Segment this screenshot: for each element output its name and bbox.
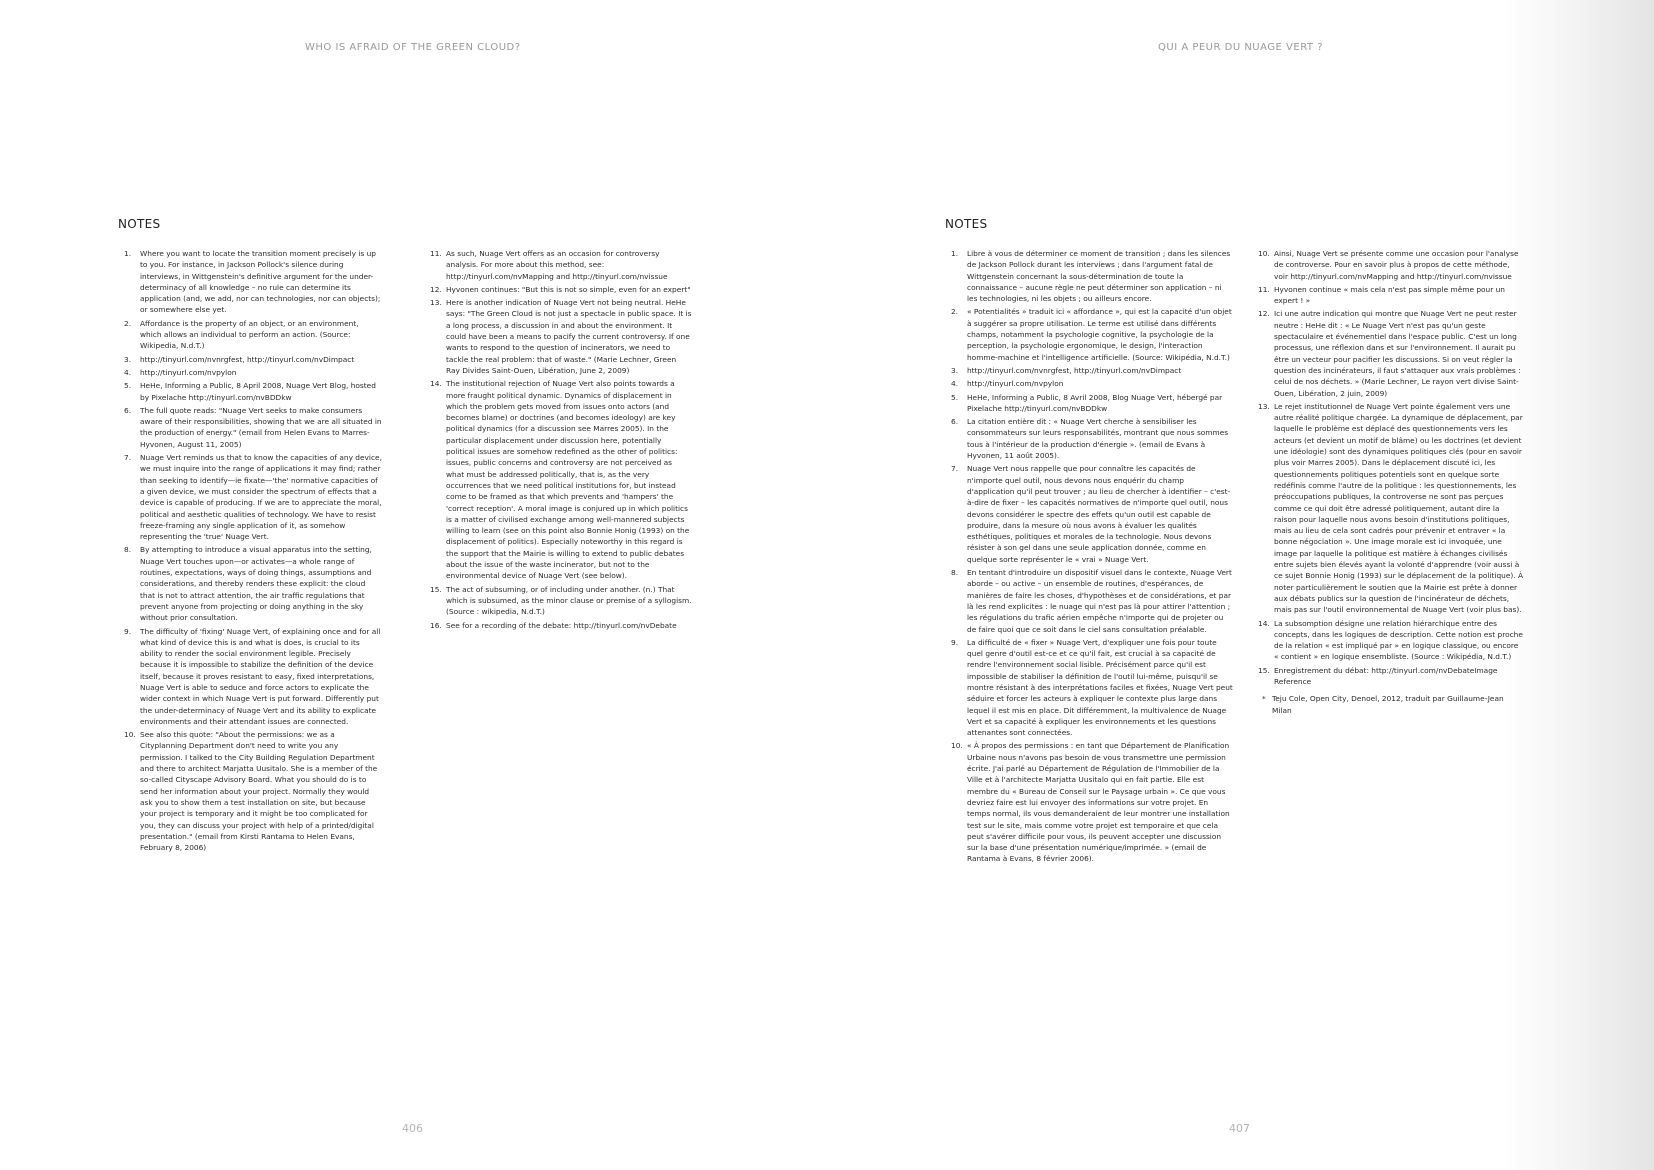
note-text: The institutional rejection of Nuage Vert also points towards a more fraught political dynamic. Dynamics of displacement in which the problem gets moved from issues onto actors (and becomes blame) or doctrines (and becomes ideology) are key political dynamics (for a discussion see Marres 2005). In the particular displacement under discussion here, potentially political issues are somehow redefined as the other of politics: issues, public concerns and controversy are not perceived as what must be addressed politically, that is, as the very occurrences that we need political institutions for, but instead come to be framed as that which prevents and 'hampers' the 'correct reception'. A moral image is conjured up in which politics is a matter of civilised exchange among well-mannered subjects willing to learn (see on this point also Bonnie Honig (1993) on the displacement of politics). Especially noteworthy in this regard is the support that the Mairie is willing to extend to public debates about the issue of the waste incinerator, but not to the environmental device of Nuage Vert (see below). xyxy=(446,379,690,581)
running-head: QUI A PEUR DU NUAGE VERT ? xyxy=(1158,42,1324,53)
note-item xyxy=(124,318,382,352)
notes-column-1 xyxy=(124,248,382,855)
note-text: « Potentialités » traduit ici « affordance », qui est la capacité d'un objet à suggérer sa propre utilisation. Le terme est utilisé dans différents champs, notamment la psychologie cognitive, la psychologie de la perception, la psychologie ergonomique, le design, l'interaction homme-machine et l'intelligence artificielle. (Source: Wikipédia, N.d.T.) xyxy=(967,307,1232,362)
note-item xyxy=(430,378,692,581)
note-item xyxy=(951,365,1233,376)
note-number: 7. xyxy=(951,464,959,474)
page-number: 407 xyxy=(1229,1122,1250,1135)
note-text: HeHe, Informing a Public, 8 Avril 2008, Blog Nuage Vert, hébergé par Pixelache http://tinyurl.com/nvBDDkw xyxy=(967,392,1223,413)
note-item xyxy=(430,584,692,618)
note-number: 14. xyxy=(430,379,442,389)
note-item xyxy=(951,416,1233,461)
note-text: http://tinyurl.com/nvpylon xyxy=(967,379,1064,389)
note-number: 1. xyxy=(124,249,132,258)
note-item xyxy=(124,248,382,316)
note-number: 2. xyxy=(124,318,132,328)
note-item xyxy=(951,637,1233,739)
note-number: 11. xyxy=(430,249,442,258)
note-item xyxy=(124,405,382,450)
note-number: 6. xyxy=(951,417,959,427)
note-number: 9. xyxy=(124,626,132,636)
note-item xyxy=(124,367,382,378)
note-number: 12. xyxy=(1258,309,1270,319)
note-number: 5. xyxy=(124,381,132,391)
note-text: HeHe, Informing a Public, 8 April 2008, Nuage Vert Blog, hosted by Pixelache http://tinyurl.com/nvBDDkw xyxy=(140,381,376,402)
note-text: http://tinyurl.com/nvpylon xyxy=(140,367,237,377)
note-number: 13. xyxy=(1258,401,1270,411)
page-number: 406 xyxy=(402,1122,423,1135)
notes-list xyxy=(1258,248,1524,687)
note-item xyxy=(951,248,1233,304)
note-text: Here is another indication of Nuage Vert not being neutral. HeHe says: "The Green Cloud is not just a spectacle in public space. It is a long process, a discussion in and about the environment. It could have been a means to pacify the current controversy. If one wants to respond to the question of incinerators, we need to tackle the real problem: that of waste." (Marie Lechner, Green Ray Divides Saint-Ouen, Libération, June 2, 2009) xyxy=(446,298,692,375)
note-number: 9. xyxy=(951,637,959,647)
note-text: The full quote reads: "Nuage Vert seeks to make consumers aware of their responsibilities, showing that we are all situated in the production of energy." (email from Helen Evans to Marres-Hyvonen, August 11, 2005) xyxy=(140,405,382,449)
note-number: 2. xyxy=(951,307,959,317)
note-text: See for a recording of the debate: http://tinyurl.com/nvDebate xyxy=(446,620,677,630)
note-number: 12. xyxy=(430,284,442,294)
note-number: 10. xyxy=(951,741,963,751)
note-text: See also this quote: "About the permissions: we as a Cityplanning Department don't need to write you any permission. I talked to the City Building Regulation Department and there to architect Marjatta Uusitalo. She is a member of the so-called Cityscape Advisory Board. What you should do is to send her information about your project. Normally they would ask you to show them a test installation on site, but because your project is temporary and it might be too complicated for you, they can discuss your project with help of a printed/digital presentation." (email from Kirsti Rantama to Helen Evans, February 8, 2006) xyxy=(140,730,378,853)
note-item xyxy=(951,392,1233,415)
footnote xyxy=(1258,693,1524,716)
notes-list xyxy=(430,248,692,631)
note-number: 3. xyxy=(951,365,959,375)
note-item xyxy=(951,378,1233,389)
note-item xyxy=(951,567,1233,635)
note-item xyxy=(1258,248,1524,282)
note-text: Where you want to locate the transition moment precisely is up to you. For instance, in Jackson Pollock's silence during interviews, in Wittgenstein's definitive argument for the under-determinacy of all knowledge – no rule can determine its application (and, we add, nor can technologies, nor can objects); or somewhere else yet. xyxy=(140,249,381,315)
note-number: 3. xyxy=(124,354,132,364)
note-item xyxy=(124,626,382,728)
note-item xyxy=(124,354,382,365)
note-number: 10. xyxy=(1258,249,1270,258)
notes-column-2 xyxy=(1258,248,1524,716)
note-number: 8. xyxy=(124,545,132,555)
note-text: Hyvonen continues: "But this is not so simple, even for an expert" xyxy=(446,284,691,294)
note-item xyxy=(124,452,382,542)
note-item xyxy=(1258,284,1524,307)
note-number: 11. xyxy=(1258,284,1270,294)
note-text: Le rejet institutionnel de Nuage Vert pointe également vers une autre réalité politique chargée. La dynamique de déplacement, par laquelle le problème est déplacé des questionnements vers les acteurs (et devient un motif de blâme) ou les doctrines (et devient une idéologie) sont des dynamiques politiques clés (pour en savoir plus voir Marres 2005). Dans le déplacement discuté ici, les questionnements politiques potentiels sont en quelque sorte redéfinis comme l'autre de la politique : les questionnements, les préoccupations publiques, la controverse ne sont pas perçues comme ce qui doit être adressé politiquement, autant dire la raison pour laquelle nous avons besoin d'institutions politiques, mais au lieu de cela sont cadrés pour prévenir et entraver « la bonne négociation ». Une image morale est ici invoquée, une image par laquelle la politique est matière à échanges civilisés entre sujets bien élevés ayant la volonté d'apprendre (voir aussi à ce sujet Bonnie Honig (1993) sur le déplacement de la politique). À noter particulièrement le soutien que la Mairie est prête à donner aux débats publics sur la question de l'incinérateur de déchets, mais pas sur l'outil environnemental de Nuage Vert (voir plus bas). xyxy=(1274,401,1524,615)
note-number: 15. xyxy=(430,584,442,594)
note-item xyxy=(951,463,1233,565)
note-item xyxy=(430,620,692,631)
footnote-mark: * xyxy=(1262,694,1266,704)
note-item xyxy=(124,729,382,853)
note-text: Hyvonen continue « mais cela n'est pas simple même pour un expert ! » xyxy=(1274,284,1505,306)
note-text: Libre à vous de déterminer ce moment de transition ; dans les silences de Jackson Pollock durant les interviews ; dans l'argument fatal de Wittgenstein concernant la sous-détermination de toute la connaissance – aucune règle ne peut déterminer son application – ni les technologies, ni les objets ; ou ailleurs encore. xyxy=(967,249,1231,304)
right-page xyxy=(827,0,1654,1170)
note-text: The difficulty of 'fixing' Nuage Vert, of explaining once and for all what kind of device this is and what is does, is crucial to its ability to render the social environment legible. Precisely because it is impossible to stabilize the definition of the device itself, because it proves resistant to easy, fixed interpretations, Nuage Vert is able to seduce and force actors to explicate the wider context in which Nuage Vert is put forward. Differently put the under-determinacy of Nuage Vert and its ability to explicate environments and their attendant issues are connected. xyxy=(140,626,381,726)
note-text: The act of subsuming, or of including under another. (n.) That which is subsumed, as the minor clause or premise of a syllogism. (Source : wikipedia, N.d.T.) xyxy=(446,584,692,617)
note-item xyxy=(1258,308,1524,398)
running-head: WHO IS AFRAID OF THE GREEN CLOUD? xyxy=(305,42,521,53)
note-number: 16. xyxy=(430,620,442,630)
note-item xyxy=(951,740,1233,864)
note-number: 14. xyxy=(1258,618,1270,628)
note-text: Nuage Vert nous rappelle que pour connaître les capacités de n'importe quel outil, nous devons nous enquérir du champ d'application qu'il peut trouver ; au lieu de chercher à identifier – c'est-à-dire de fixer – les capacités normatives de n'importe quel outil, nous devons considérer le spectre des effets qu'un outil est capable de produire, dans la mesure où nous avons à évaluer les qualités esthétiques, politiques et morales de la technologie. Nous devons résister à son gel dans une seule application donnée, comme en quelque sorte représenter le « vrai » Nuage Vert. xyxy=(967,464,1231,564)
notes-heading: NOTES xyxy=(945,217,988,231)
note-text: En tentant d'introduire un dispositif visuel dans le contexte, Nuage Vert aborde – ou active – un ensemble de routines, d'espérances, de manières de faire les choses, d'hypothèses et de considérations, et par là les rend explicites : le nuage qui n'est pas là pour attirer l'attention ; les régulations du trafic aérien empêche n'importe qui de projeter ou de faire quoi que ce soit dans le ciel sans consultation préalable. xyxy=(967,568,1232,634)
notes-heading: NOTES xyxy=(118,217,161,231)
notes-column-2 xyxy=(430,248,692,633)
note-text: Enregistrement du débat: http://tinyurl.com/nvDebateImage Reference xyxy=(1274,665,1498,686)
note-number: 4. xyxy=(951,379,959,389)
notes-column-1 xyxy=(951,248,1233,867)
note-item xyxy=(951,306,1233,362)
note-number: 5. xyxy=(951,392,959,402)
footnote-text: Teju Cole, Open City, Denoel, 2012, traduit par Guillaume-Jean Milan xyxy=(1272,694,1504,715)
note-item xyxy=(1258,618,1524,663)
note-item xyxy=(124,380,382,403)
note-number: 6. xyxy=(124,405,132,415)
note-number: 15. xyxy=(1258,665,1270,675)
note-number: 13. xyxy=(430,298,442,308)
note-number: 8. xyxy=(951,568,959,578)
note-item xyxy=(1258,665,1524,688)
note-text: La difficulté de « fixer » Nuage Vert, d'expliquer une fois pour toute quel genre d'outil est-ce et ce qu'il fait, est crucial à sa capacité de rendre l'environnement social lisible. Précisément parce qu'il est impossible de stabiliser la définition de l'outil lui-même, puisqu'il se montre résistant à des interprétations faciles et fixées, Nuage Vert peut séduire et forcer les acteurs à expliquer le contexte plus large dans lequel il est mis en place. Dit différemment, la multivalence de Nuage Vert et sa capacité à expliquer les environnements et les questions attenantes sont connectées. xyxy=(967,637,1233,738)
note-text: Ici une autre indication qui montre que Nuage Vert ne peut rester neutre : HeHe dit : « Le Nuage Vert n'est pas qu'un geste spectaculaire et événementiel dans l'espace public. C'est un long processus, une réflexion dans et sur l'environnement. Il aurait pu être un vecteur pour pacifier les discussions. Si on veut régler la question des incinérateurs, il faut s'attaquer aux vrais problèmes : celui de nos déchets. » (Marie Lechner, Le rayon vert divise Saint-Ouen, Libération, 2 juin, 2009) xyxy=(1274,309,1521,398)
note-item xyxy=(124,544,382,623)
note-number: 10. xyxy=(124,730,136,740)
note-item xyxy=(1258,401,1524,616)
note-text: La subsomption désigne une relation hiérarchique entre des concepts, dans les logiques de description. Cette notion est proche de la relation « est impliqué par » en logique classique, ou encore « contient » en logique ensembliste. (Source : Wikipédia, N.d.T.) xyxy=(1274,618,1523,662)
notes-list xyxy=(124,248,382,853)
note-text: By attempting to introduce a visual apparatus into the setting, Nuage Vert touches upon—or activates—a whole range of routines, expectations, ways of doing things, assumptions and considerations, and thereby renders these explicit: the cloud that is not to attract attention, the air traffic regulations that prevent anyone from projecting or doing anything in the sky without prior consultation. xyxy=(140,545,372,623)
note-number: 4. xyxy=(124,367,132,377)
note-text: « À propos des permissions : en tant que Département de Planification Urbaine nous n'avons pas besoin de vous transmettre une permission écrite. J'ai parlé au Département de Régulation de l'Immobilier de la Ville et à l'architecte Marjatta Uusitalo qui en fait partie. Elle est membre du « Bureau de Conseil sur le Paysage urbain ». Ce que vous devriez faire est lui envoyer des informations sur votre projet. En temps normal, ils vous demanderaient de leur montrer une installation test sur le site, mais comme votre projet est temporaire et que cela peut s'avérer difficile pour vous, ils peuvent accepter une discussion sur la base d'une présentation numérique/imprimée. » (email de Rantama à Evans, 8 février 2006). xyxy=(967,741,1230,864)
note-text: http://tinyurl.com/nvnrgfest, http://tinyurl.com/nvDimpact xyxy=(967,365,1182,375)
note-item xyxy=(430,284,692,295)
note-text: La citation entière dit : « Nuage Vert cherche à sensibiliser les consommateurs sur leurs responsabilités, montrant que nous sommes tous à l'intérieur de la production d'énergie ». (email de Evans à Hyvonen, 11 août 2005). xyxy=(967,417,1229,461)
note-text: Nuage Vert reminds us that to know the capacities of any device, we must inquire into the range of applications it may find; rather than seeking to identify—ie fixate—'the' normative capacities of a given device, we must consider the spectrum of effects that a device is capable of producing. If we are to appreciate the moral, political and aesthetic qualities of technology. We have to resist freeze-framing any single application of it, as somehow representing the 'true' Nuage Vert. xyxy=(140,453,382,542)
note-text: As such, Nuage Vert offers as an occasion for controversy analysis. For more about this method, see: http://tinyurl.com/nvMapping and http://tinyurl.com/nvissue xyxy=(446,249,668,281)
note-item xyxy=(430,248,692,282)
note-number: 7. xyxy=(124,453,132,463)
note-text: Affordance is the property of an object, or an environment, which allows an individual to perform an action. (Source: Wikipedia, N.d.T.) xyxy=(140,318,359,351)
note-text: Ainsi, Nuage Vert se présente comme une occasion pour l'analyse de controverse. Pour en savoir plus à propos de cette méthode, voir http://tinyurl.com/nvMapping and http://tinyurl.com/nvissue xyxy=(1274,249,1519,281)
note-text: http://tinyurl.com/nvnrgfest, http://tinyurl.com/nvDimpact xyxy=(140,354,355,364)
notes-list xyxy=(951,248,1233,865)
note-item xyxy=(430,297,692,376)
note-number: 1. xyxy=(951,249,959,258)
